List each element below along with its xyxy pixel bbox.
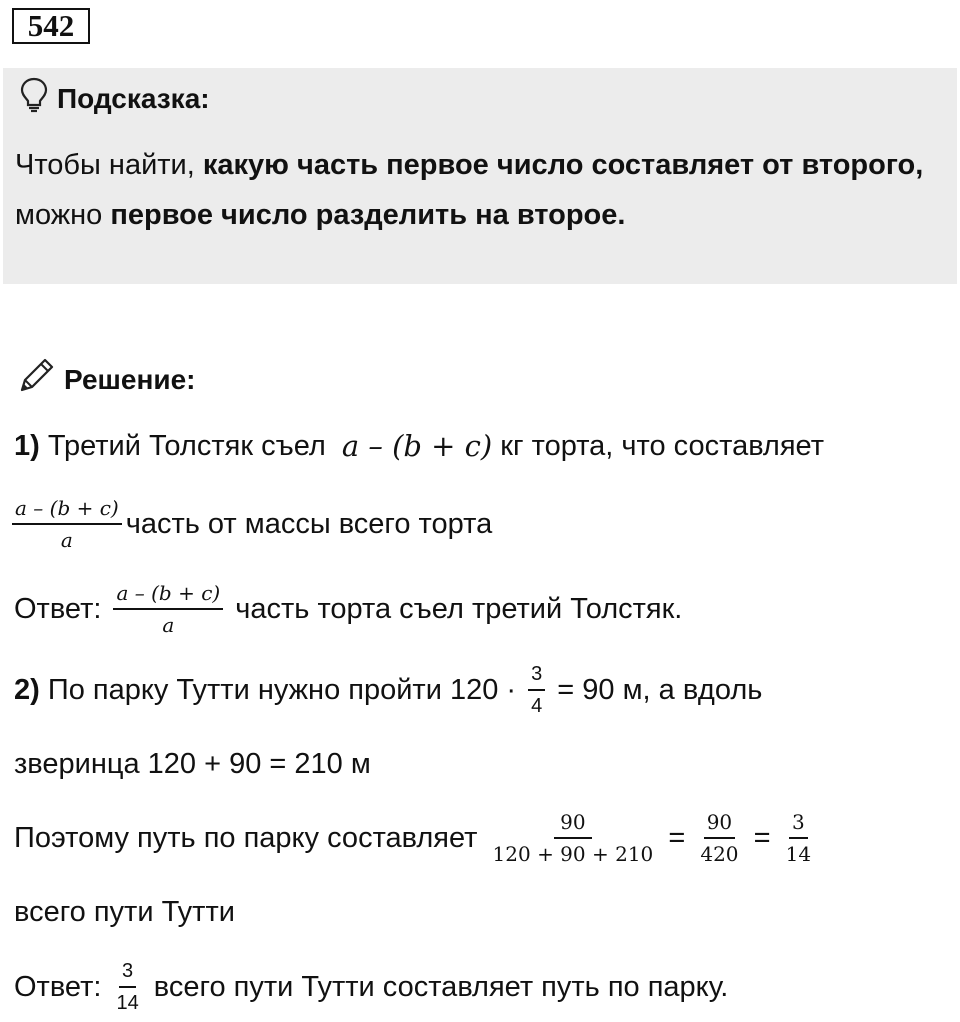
step2-line1 [14,660,762,720]
step2-fraction [490,810,657,866]
solution-header [16,360,195,400]
hint-panel [3,68,957,284]
step1-line2 [12,494,492,554]
fraction-denominator: a [162,613,175,637]
step2-text: всего пути Тутти [14,895,235,928]
step1-marker: 1) [14,429,40,462]
step1-answer [14,578,682,640]
equals-sign: = [745,821,779,854]
step2-text: По парку Тутти нужно пройти 120 · [39,673,525,706]
step1-fraction [12,496,122,552]
step1-expression: a – (b + c) [341,429,493,463]
step2-marker: 2) [14,673,40,706]
step2-text: зверинца 120 + 90 = 210 м [14,747,371,780]
equals-sign: = [660,821,694,854]
fraction-denominator: 14 [116,992,139,1014]
fraction-numerator: 90 [704,810,735,839]
step2-fraction [528,662,545,718]
fraction-denominator: 420 [700,842,739,866]
fraction-numerator: a – (b + c) [12,496,122,525]
hint-bold-part: какую часть первое число составляет от второго, [202,149,924,181]
hint-text-part: можно [15,199,111,231]
task-number: 542 [12,8,90,44]
fraction-denominator: 120 + 90 + 210 [492,842,654,866]
step2-line4 [14,890,235,934]
fraction-numerator: 90 [554,810,591,839]
step2-text: Поэтому путь по парку составляет [14,821,486,854]
hint-header [19,82,210,116]
answer-text: всего пути Тутти составляет путь по парку. [145,970,729,1003]
fraction-denominator: 4 [531,695,543,717]
step2-line2 [14,742,371,786]
hint-text [15,140,935,240]
step2-fraction [783,810,814,866]
answer-fraction [113,581,223,637]
answer-label: Ответ: [14,592,110,625]
step2-fraction [697,810,741,866]
fraction-denominator: a [60,528,73,552]
pencil-icon [16,356,56,404]
step1-line1 [14,424,824,468]
step2-text: = 90 м, а вдоль [549,673,763,706]
step1-text: кг торта, что составляет [492,429,825,462]
answer-text: часть торта съел третий Толстяк. [227,592,683,625]
answer-label: Ответ: [14,970,110,1003]
hint-bold-part: первое число разделить на второе. [110,199,626,231]
hint-text-part: Чтобы найти, [15,149,203,181]
fraction-numerator: 3 [119,959,136,988]
step1-text: часть от массы всего торта [125,507,493,540]
hint-label: Подсказка: [57,83,210,114]
fraction-denominator: 14 [785,842,812,866]
step2-answer [14,956,728,1018]
fraction-numerator: a – (b + c) [113,581,223,610]
fraction-numerator: 3 [789,810,808,839]
step2-line3 [14,806,818,870]
step1-text: Третий Толстяк съел [39,429,334,462]
fraction-numerator: 3 [528,662,545,691]
solution-label: Решение: [64,364,196,395]
answer-fraction [113,959,141,1015]
lightbulb-icon [19,77,49,121]
